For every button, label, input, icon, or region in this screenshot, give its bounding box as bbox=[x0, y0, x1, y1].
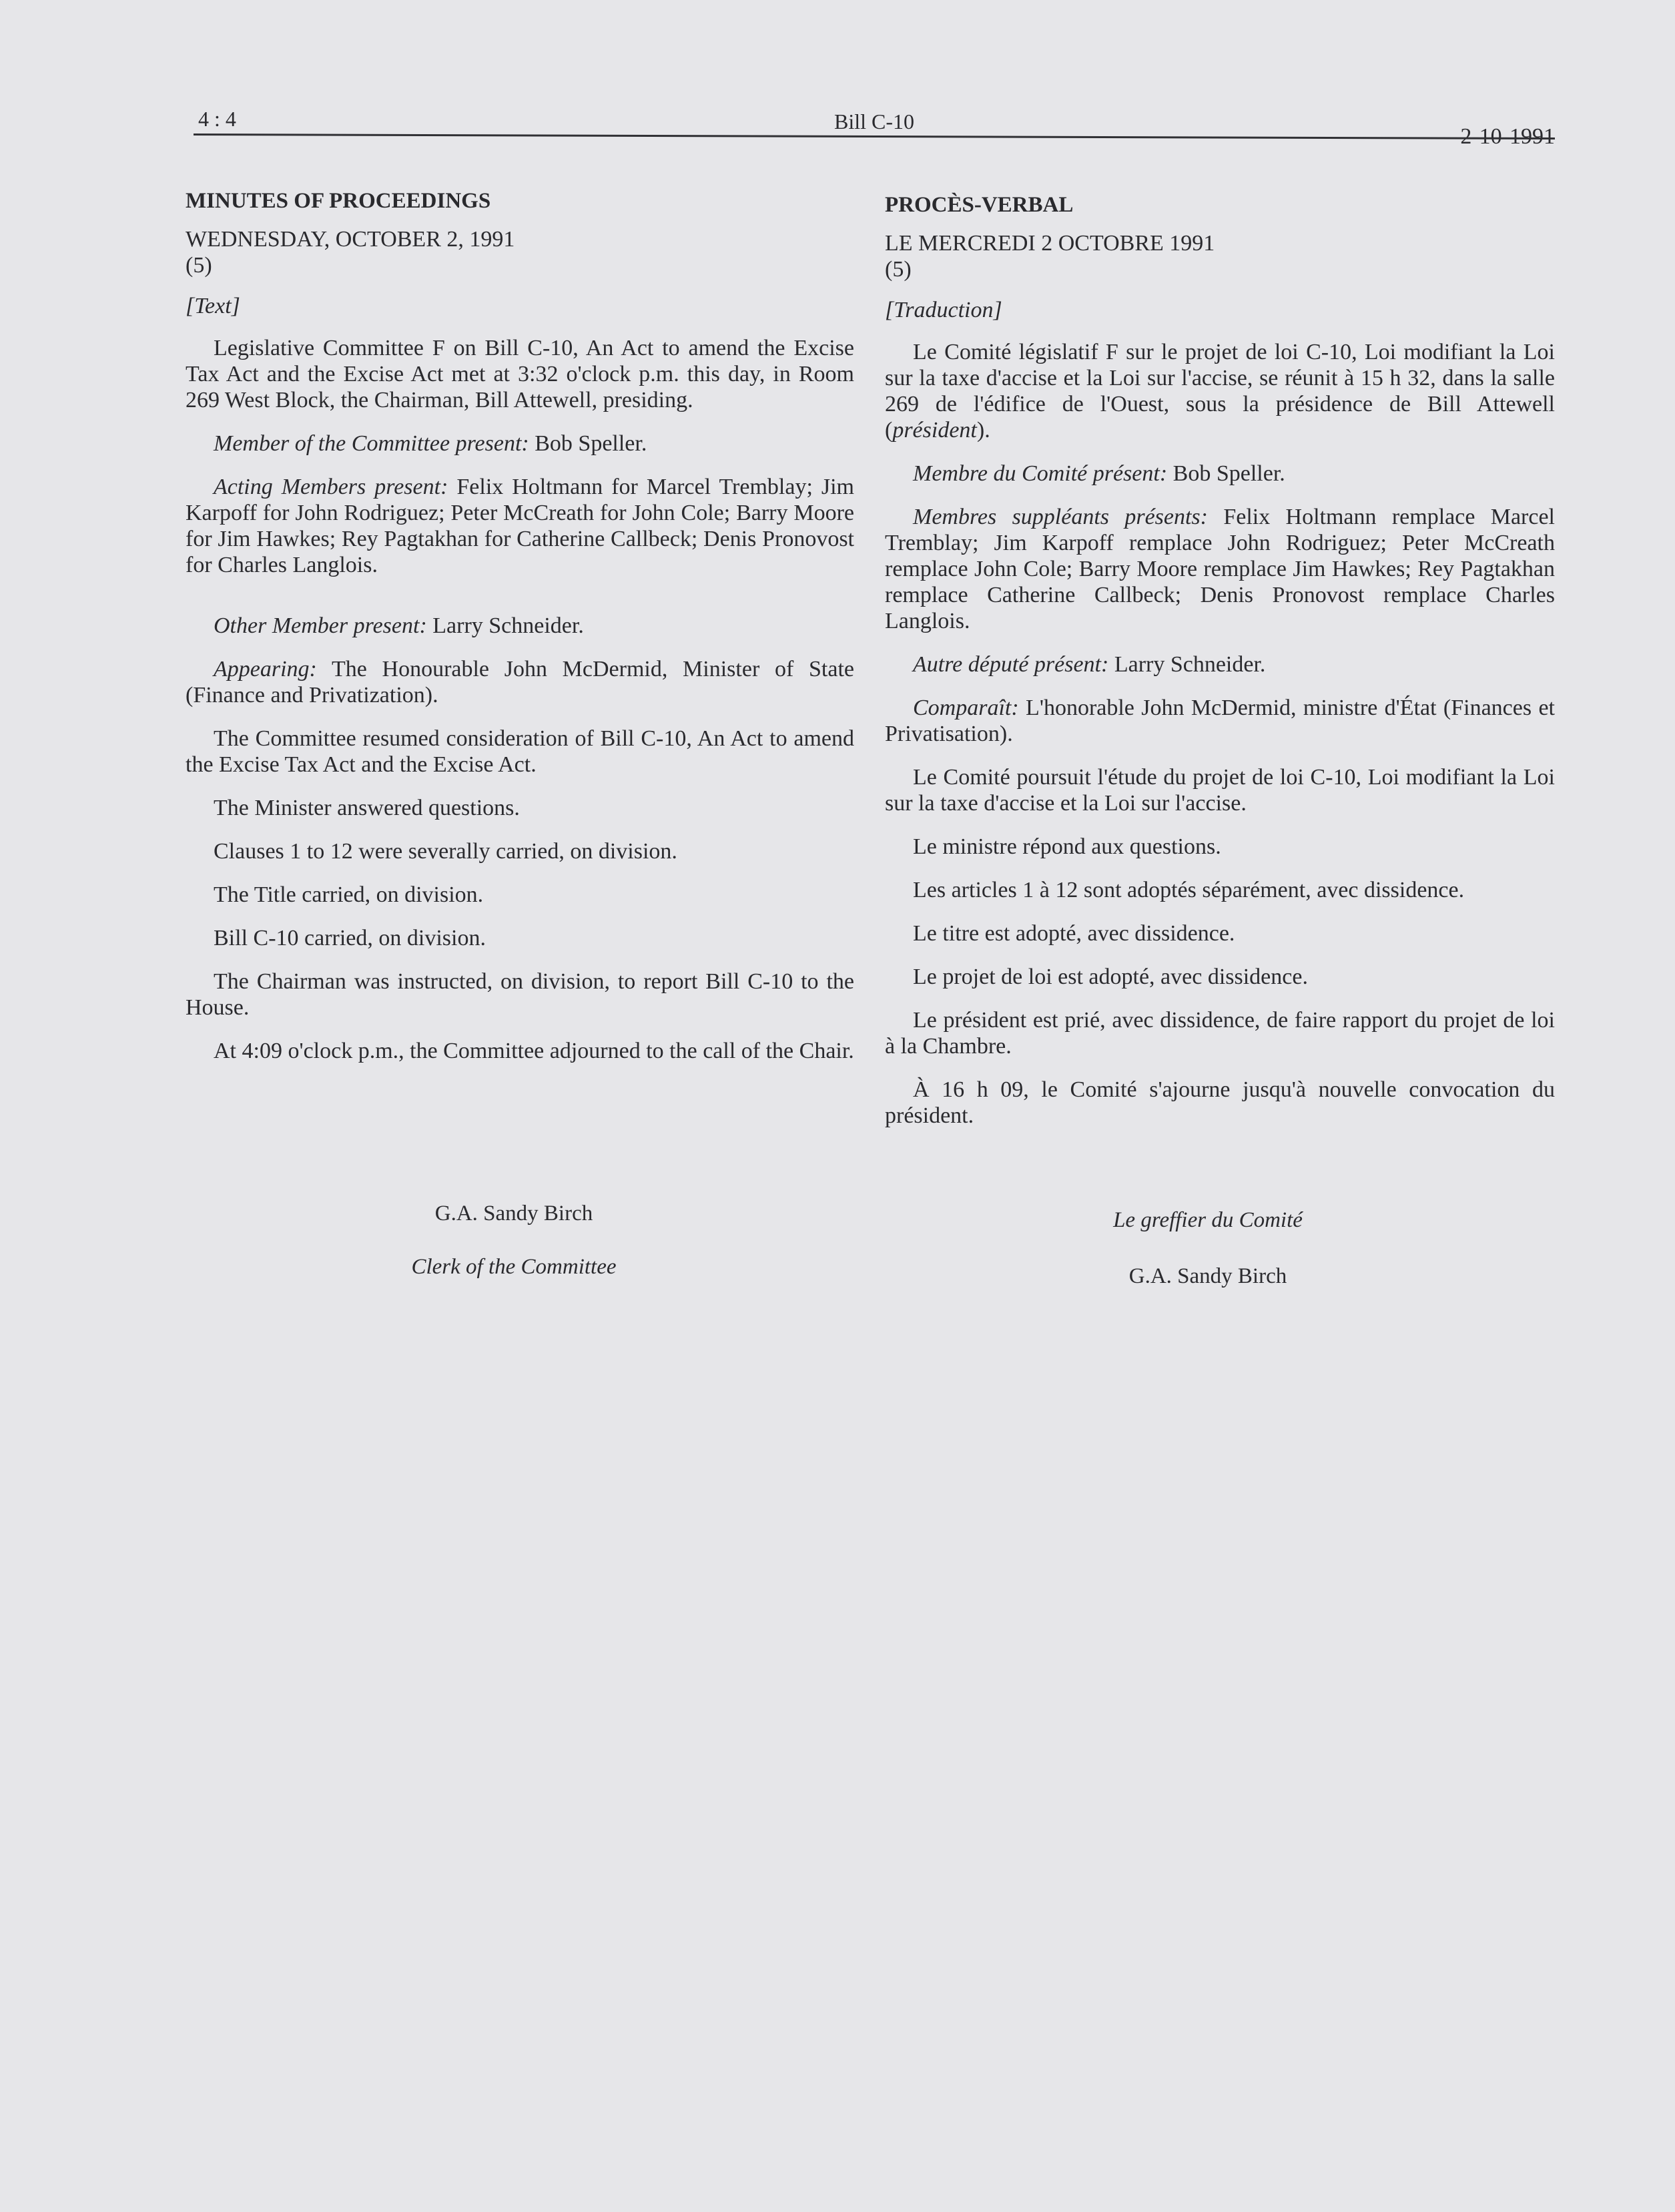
french-other-member: Autre député présent: Larry Schneider. bbox=[913, 652, 1266, 677]
french-acting-label: Membres suppléants présents: bbox=[913, 505, 1208, 529]
french-opening-paragraph: Le Comité législatif F sur le projet de loi C-10, Loi modifiant la Loi sur la taxe d'accise et la Loi sur l'accise, se réunit à 15 h 32, dans la salle 269 de l'édifice de l'Ouest, sous la présidence de Bill Attewell (président). bbox=[885, 340, 1555, 443]
header-rule bbox=[194, 133, 1555, 140]
english-title: The Title carried, on division. bbox=[214, 882, 484, 907]
french-other-label: Autre député présent: bbox=[913, 652, 1109, 677]
english-minister: The Minister answered questions. bbox=[214, 796, 520, 820]
english-opening-paragraph: Legislative Committee F on Bill C-10, An Act to amend the Excise Tax Act and the Excise Act met at 3:32 o'clock p.m. this day, in Room 269 West Block, the Chairman, Bill Attewell, presiding. bbox=[186, 336, 854, 412]
header-date: 2-10-1991 bbox=[1460, 124, 1555, 149]
bill-title: Bill C-10 bbox=[834, 109, 915, 133]
english-text-label: [Text] bbox=[186, 294, 240, 318]
french-clerk-title: Le greffier du Comité bbox=[1113, 1208, 1303, 1232]
french-member-present: Membre du Comité présent: Bob Speller. bbox=[913, 461, 1285, 486]
french-clerk-name: G.A. Sandy Birch bbox=[1128, 1264, 1287, 1288]
english-resumed: The Committee resumed consideration of Bill C-10, An Act to amend the Excise Tax Act and the Excise Act. bbox=[186, 726, 854, 777]
english-appearing: Appearing: The Honourable John McDermid, Minister of State (Finance and Privatization). bbox=[186, 657, 854, 708]
french-title: Le titre est adopté, avec dissidence. bbox=[913, 921, 1235, 946]
french-appearing: Comparaît: L'honorable John McDermid, ministre d'État (Finances et Privatisation). bbox=[885, 696, 1555, 746]
french-heading: PROCÈS-VERBAL bbox=[885, 193, 1074, 217]
french-member-label: Membre du Comité présent: bbox=[913, 461, 1168, 486]
english-acting-members: Acting Members present: Felix Holtmann for Marcel Tremblay; Jim Karpoff for John Rodriguez; Peter McCreath for John Cole; Barry Moore for Jim Hawkes; Rey Pagtakhan for Catherine Callbeck; Denis Pronovost for Charles Langlois. bbox=[186, 475, 854, 577]
english-date: WEDNESDAY, OCTOBER 2, 1991 bbox=[186, 227, 515, 252]
english-member-present: Member of the Committee present: Bob Speller. bbox=[214, 431, 647, 456]
english-other-label: Other Member present: bbox=[214, 613, 427, 638]
french-text-label: [Traduction] bbox=[885, 298, 1002, 322]
english-instructed: The Chairman was instructed, on division, to report Bill C-10 to the House. bbox=[186, 969, 854, 1020]
french-appearing-label: Comparaît: bbox=[913, 696, 1019, 720]
french-resumed: Le Comité poursuit l'étude du projet de loi C-10, Loi modifiant la Loi sur la taxe d'accise et la Loi sur l'accise. bbox=[885, 765, 1555, 816]
french-meeting-number: (5) bbox=[885, 257, 912, 282]
french-adjourned: À 16 h 09, le Comité s'ajourne jusqu'à nouvelle convocation du président. bbox=[885, 1077, 1555, 1128]
page-number: 4 : 4 bbox=[198, 107, 236, 131]
english-clerk-name: G.A. Sandy Birch bbox=[434, 1201, 593, 1225]
english-adjourned: At 4:09 o'clock p.m., the Committee adjourned to the call of the Chair. bbox=[214, 1039, 854, 1063]
french-acting-members: Membres suppléants présents: Felix Holtmann remplace Marcel Tremblay; Jim Karpoff remplace John Rodriguez; Peter McCreath remplace John Cole; Barry Moore remplace Jim Hawkes; Rey Pagtakhan remplace Catherine Callbeck; Denis Pronovost remplace Charles Langlois. bbox=[885, 505, 1556, 633]
english-clauses: Clauses 1 to 12 were severally carried, on division. bbox=[214, 839, 677, 864]
french-clauses: Les articles 1 à 12 sont adoptés séparément, avec dissidence. bbox=[913, 878, 1465, 902]
english-heading: MINUTES OF PROCEEDINGS bbox=[186, 189, 491, 213]
french-bill: Le projet de loi est adopté, avec dissidence. bbox=[913, 964, 1308, 989]
english-member-label: Member of the Committee present: bbox=[214, 431, 529, 456]
english-meeting-number: (5) bbox=[186, 253, 212, 278]
english-column bbox=[186, 188, 854, 1081]
french-instructed: Le président est prié, avec dissidence, de faire rapport du projet de loi à la Chambre. bbox=[885, 1008, 1555, 1059]
english-acting-label: Acting Members present: bbox=[214, 475, 448, 499]
french-date: LE MERCREDI 2 OCTOBRE 1991 bbox=[885, 231, 1215, 256]
french-column bbox=[885, 192, 1555, 1146]
english-bill: Bill C-10 carried, on division. bbox=[214, 926, 486, 950]
french-minister: Le ministre répond aux questions. bbox=[913, 834, 1221, 859]
english-appearing-label: Appearing: bbox=[214, 657, 317, 681]
english-other-member: Other Member present: Larry Schneider. bbox=[214, 613, 584, 638]
english-clerk-title: Clerk of the Committee bbox=[411, 1255, 617, 1279]
